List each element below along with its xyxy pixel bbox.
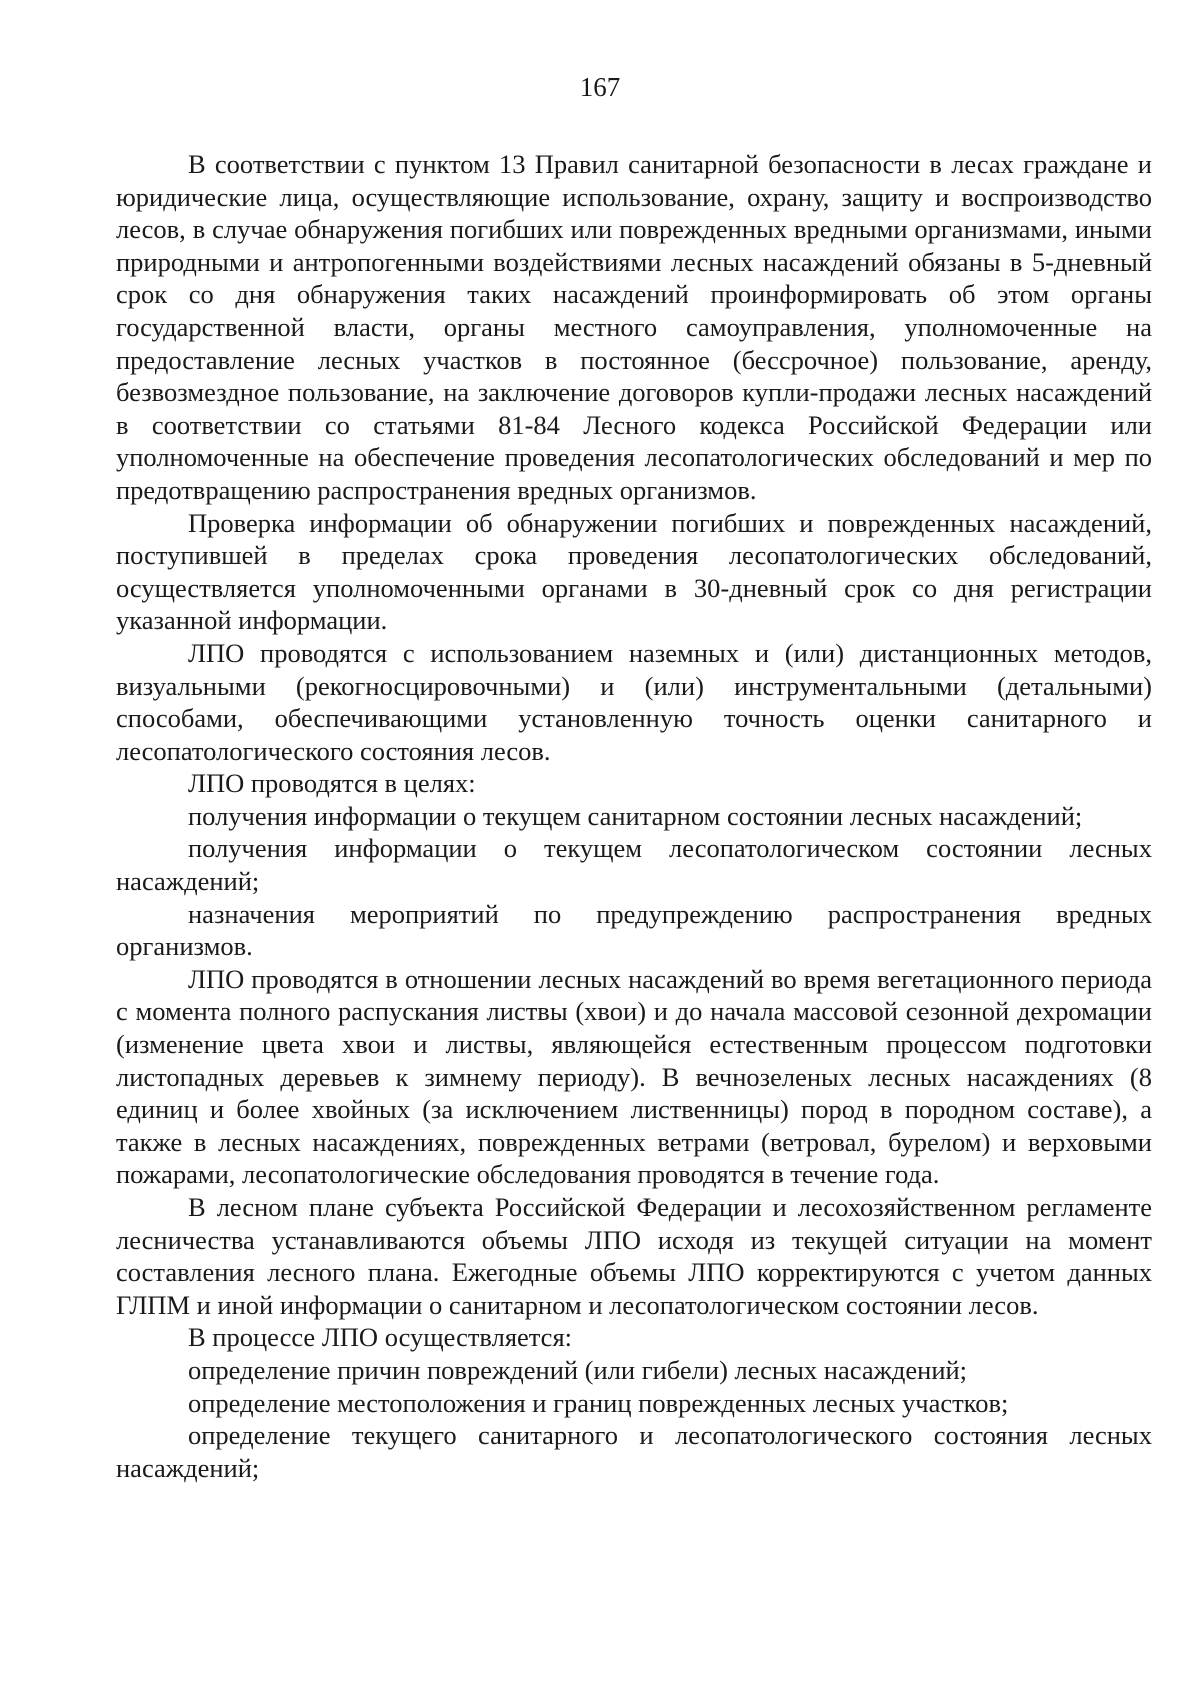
list-item: определение причин повреждений (или гибели) лесных насаждений; — [188, 1354, 968, 1385]
paragraph: ЛПО проводятся в отношении лесных насаждений во время вегетационного периода с момента полного распускания листвы (хвои) и до начала массовой сезонной дехромации (изменение цвета хвои и листвы, являющейся естественным процессом подготовки листопадных деревьев к зимнему периоду). В вечнозеленых лесных насаждениях (8 единиц и более хвойных (за исключением лиственницы) пород в породном составе), а также в лесных насаждениях, поврежденных ветрами (ветровал, бурелом) и верховыми пожарами, лесопатологические обследования проводятся в течение года. — [116, 963, 1152, 1190]
page-number: 167 — [579, 72, 621, 102]
paragraph: Проверка информации об обнаружении погибших и поврежденных насаждений, поступившей в пределах срока проведения лесопатологических обследований, осуществляется уполномоченными органами в 30-дневный срок со дня регистрации указанной информации. — [116, 507, 1152, 636]
paragraph: ЛПО проводятся с использованием наземных и (или) дистанционных методов, визуальными (рекогносцировочными) и (или) инструментальными (детальными) способами, обеспечивающими установленную точность оценки санитарного и лесопатологического состояния лесов. — [116, 637, 1152, 766]
list-item: получения информации о текущем санитарном состоянии лесных насаждений; — [188, 800, 1083, 831]
paragraph: ЛПО проводятся в целях: — [188, 768, 476, 799]
list-item: определение текущего санитарного и лесопатологического состояния лесных насаждений; — [116, 1420, 1152, 1483]
paragraph: В процессе ЛПО осуществляется: — [188, 1322, 572, 1353]
paragraph: В соответствии с пунктом 13 Правил санитарной безопасности в лесах граждане и юридические лица, осуществляющие использование, охрану, защиту и воспроизводство лесов, в случае обнаружения погибших или поврежденных вредными организмами, иными природными и антропогенными воздействиями лесных насаждений обязаны в 5-дневный срок со дня обнаружения таких насаждений проинформировать об этом органы государственной власти, органы местного самоуправления, уполномоченные на предоставление лесных участков в постоянное (бессрочное) пользование, аренду, безвозмездное пользование, на заключение договоров купли-продажи лесных насаждений в соответствии со статьями 81-84 Лесного кодекса Российской Федерации или уполномоченные на обеспечение проведения лесопатологических обследований и мер по предотвращению распространения вредных организмов. — [116, 149, 1152, 505]
list-item: назначения мероприятий по предупреждению распространения вредных организмов. — [116, 898, 1152, 962]
list-item: определение местоположения и границ поврежденных лесных участков; — [188, 1387, 1009, 1418]
list-item: получения информации о текущем лесопатологическом состоянии лесных насаждений; — [116, 833, 1152, 897]
document-body — [116, 148, 1152, 1484]
paragraph: В лесном плане субъекта Российской Федерации и лесохозяйственном регламенте лесничества устанавливаются объемы ЛПО исходя из текущей ситуации на момент составления лесного плана. Ежегодные объемы ЛПО корректируются с учетом данных ГЛПМ и иной информации о санитарном и лесопатологическом состоянии лесов. — [116, 1192, 1152, 1320]
